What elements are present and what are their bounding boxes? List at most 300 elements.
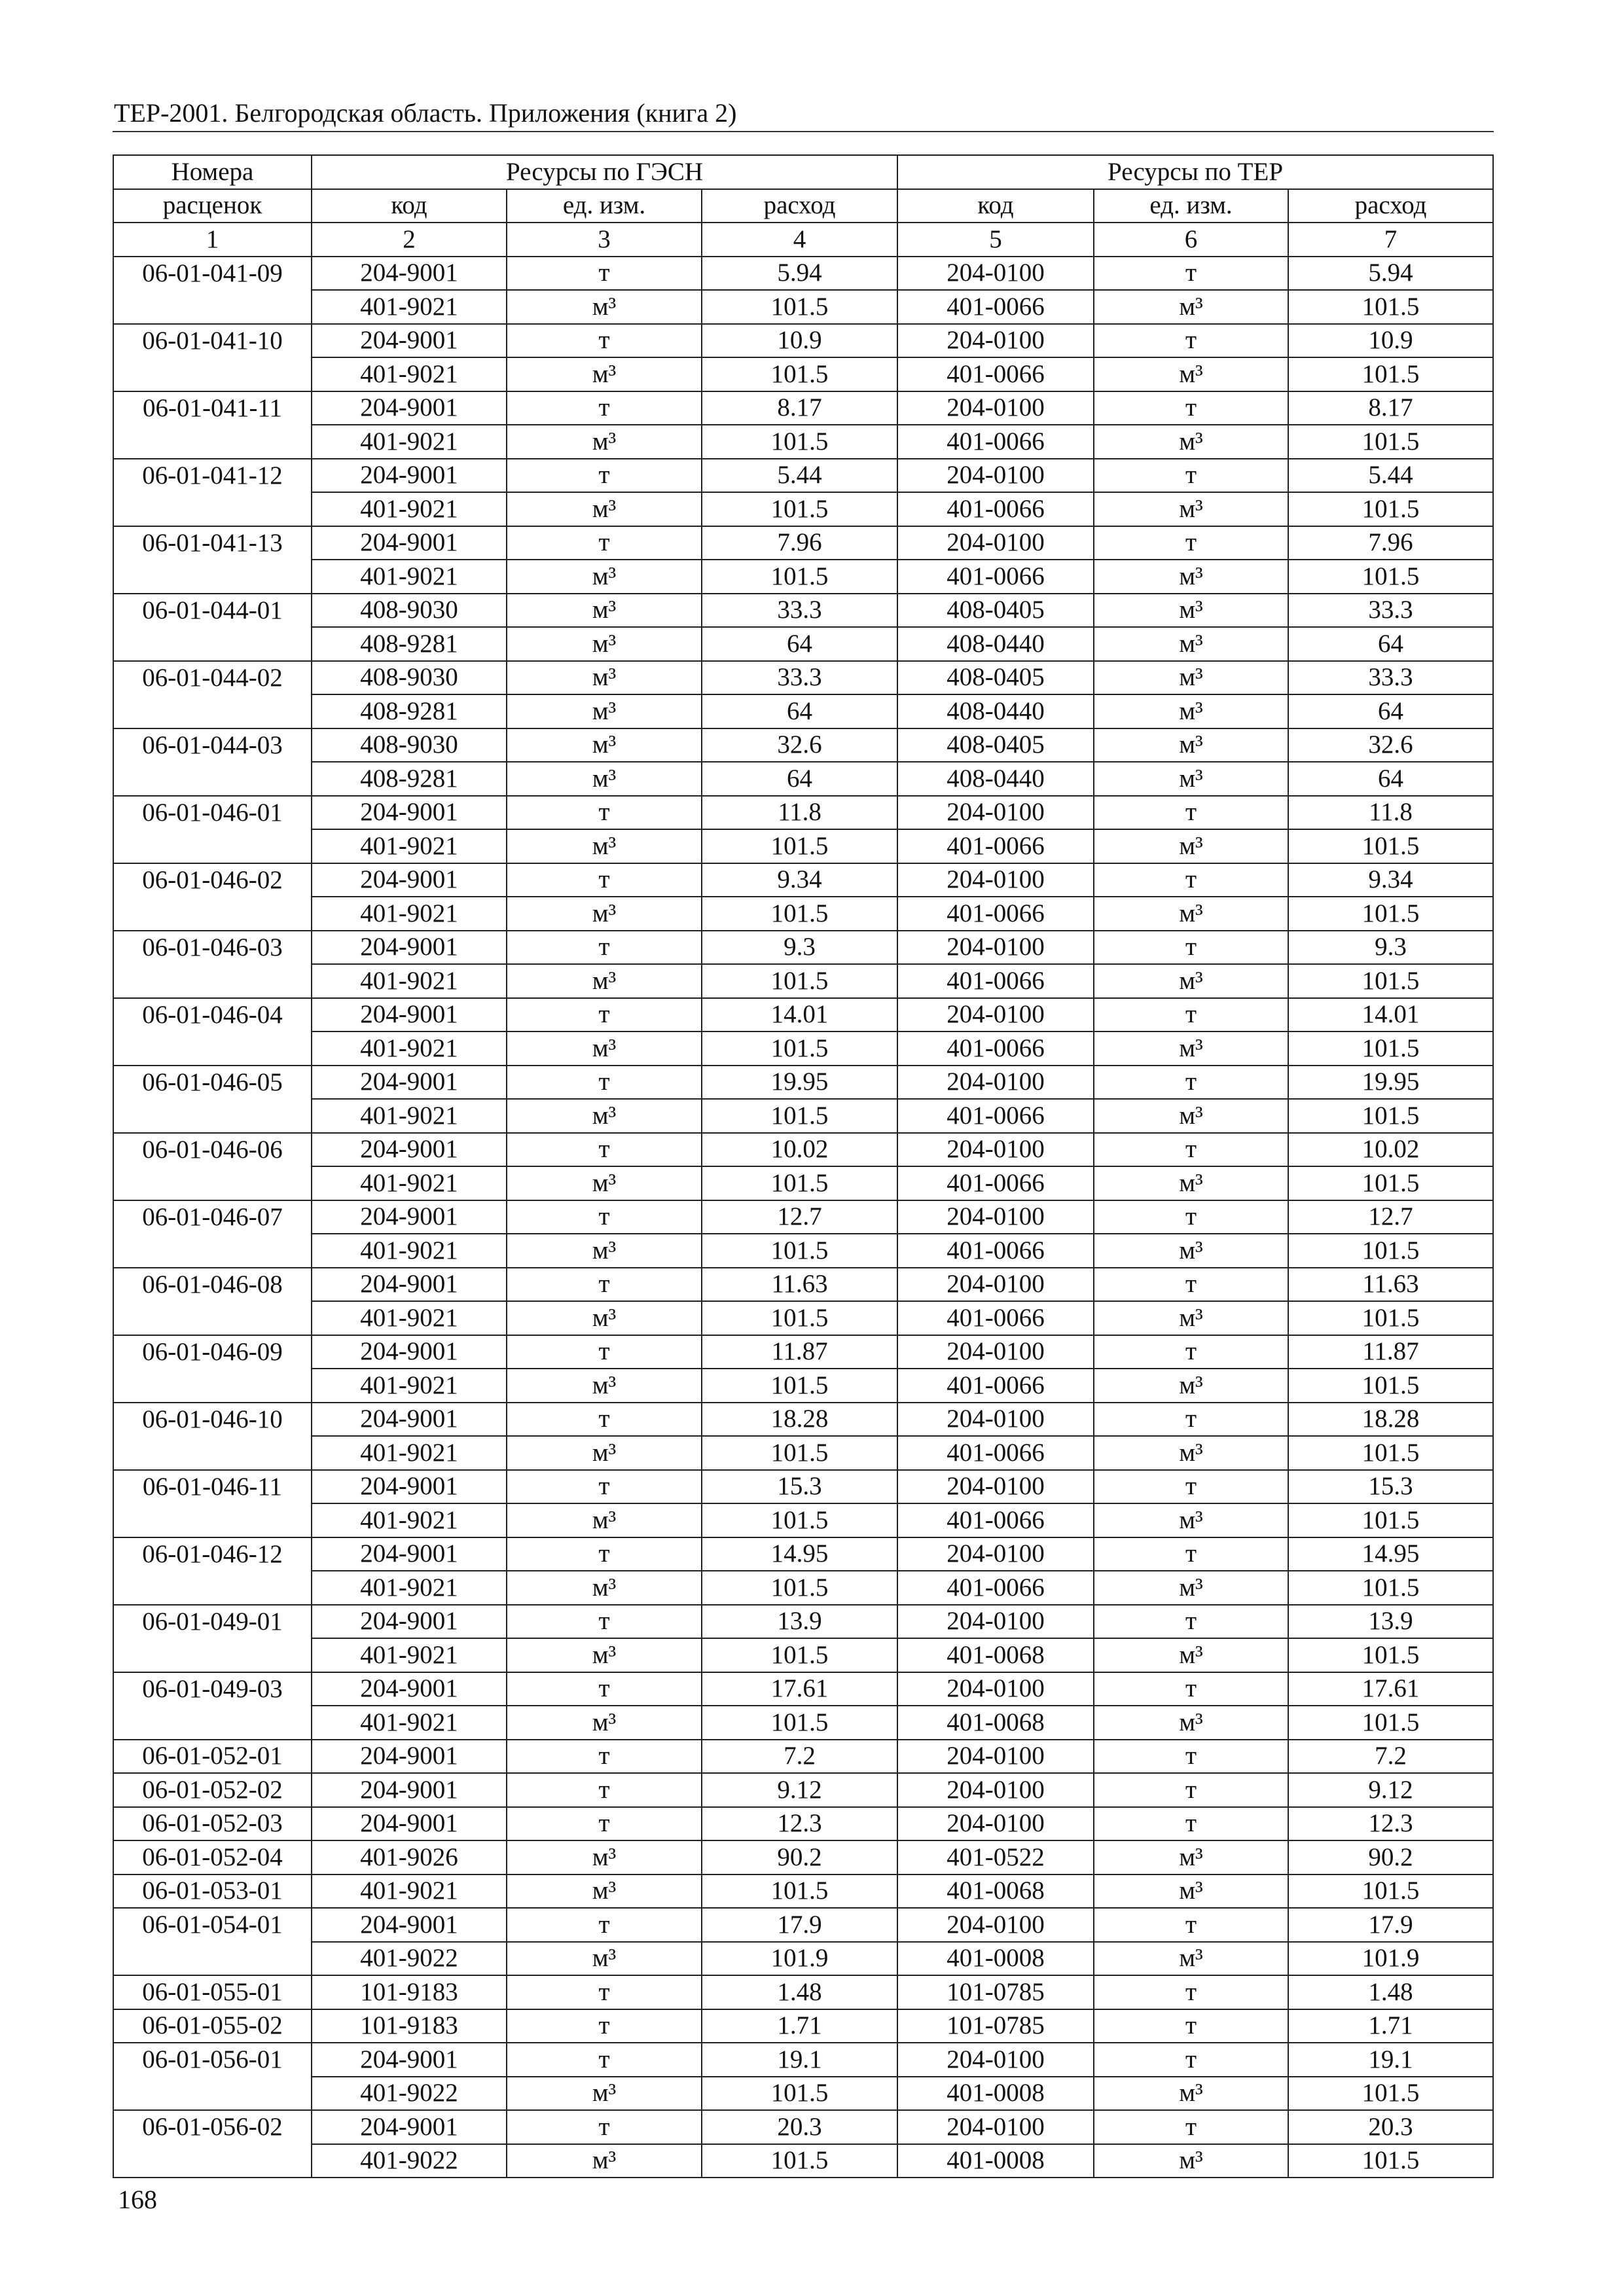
gesn-unit-cell: т (507, 998, 702, 1032)
gesn-code-cell: 401-9021 (312, 1234, 507, 1268)
ter-code-cell: 401-0068 (897, 1638, 1094, 1672)
table-row (113, 829, 1493, 863)
gesn-code-cell: 204-9001 (312, 1807, 507, 1841)
gesn-unit-cell: м³ (507, 1031, 702, 1066)
gesn-amount-cell: 101.5 (702, 1638, 897, 1672)
table-row (113, 1773, 1493, 1807)
gesn-unit-cell: т (507, 257, 702, 291)
ter-unit-cell: т (1094, 459, 1288, 493)
ter-amount-cell: 101.5 (1288, 829, 1493, 863)
gesn-unit-cell: т (507, 931, 702, 965)
gesn-code-cell: 204-9001 (312, 1537, 507, 1571)
ter-code-cell: 204-0100 (897, 1133, 1094, 1167)
table-row (113, 863, 1493, 897)
gesn-code-cell: 401-9022 (312, 2144, 507, 2178)
ter-amount-cell: 19.95 (1288, 1066, 1493, 1100)
table-row (113, 728, 1493, 762)
ter-amount-cell: 14.95 (1288, 1537, 1493, 1571)
column-index: 5 (897, 223, 1094, 257)
ter-amount-cell: 1.71 (1288, 2009, 1493, 2043)
rate-number-cell: 06-01-041-10 (113, 324, 312, 358)
rate-number-cell: 06-01-049-01 (113, 1605, 312, 1639)
gesn-amount-cell: 1.71 (702, 2009, 897, 2043)
rate-number-cell: 06-01-052-04 (113, 1840, 312, 1874)
rate-number-cell (113, 627, 312, 661)
ter-unit-cell: м³ (1094, 425, 1288, 459)
ter-code-cell: 204-0100 (897, 1335, 1094, 1369)
column-index: 3 (507, 223, 702, 257)
gesn-code-cell: 401-9022 (312, 1942, 507, 1976)
ter-unit-cell: м³ (1094, 594, 1288, 628)
table-row (113, 661, 1493, 695)
table-row (113, 324, 1493, 358)
ter-unit-cell: т (1094, 1807, 1288, 1841)
gesn-unit-cell: т (507, 1740, 702, 1774)
gesn-code-cell: 101-9183 (312, 1975, 507, 2009)
ter-code-cell: 401-0008 (897, 2077, 1094, 2111)
gesn-code-cell: 204-9001 (312, 1470, 507, 1504)
ter-amount-cell: 101.5 (1288, 425, 1493, 459)
gesn-amount-cell: 101.5 (702, 1031, 897, 1066)
ter-unit-cell: т (1094, 1133, 1288, 1167)
ter-code-cell: 401-0066 (897, 1099, 1094, 1133)
ter-amount-cell: 8.17 (1288, 391, 1493, 425)
table-row (113, 594, 1493, 628)
ter-unit-cell: т (1094, 1537, 1288, 1571)
table-row (113, 1200, 1493, 1234)
ter-amount-cell: 33.3 (1288, 661, 1493, 695)
gesn-unit-cell: т (507, 1470, 702, 1504)
gesn-amount-cell: 33.3 (702, 594, 897, 628)
table-row (113, 897, 1493, 931)
ter-unit-cell: м³ (1094, 829, 1288, 863)
gesn-code-cell: 401-9021 (312, 964, 507, 998)
gesn-amount-cell: 11.87 (702, 1335, 897, 1369)
ter-code-cell: 401-0066 (897, 1234, 1094, 1268)
gesn-unit-cell: м³ (507, 2077, 702, 2111)
gesn-code-cell: 204-9001 (312, 2110, 507, 2144)
gesn-unit-cell: м³ (507, 594, 702, 628)
gesn-unit-cell: т (507, 1773, 702, 1807)
gesn-code-cell: 204-9001 (312, 1740, 507, 1774)
table-row (113, 492, 1493, 526)
table-row (113, 964, 1493, 998)
ter-code-cell: 204-0100 (897, 257, 1094, 291)
table-row (113, 2009, 1493, 2043)
gesn-amount-cell: 101.9 (702, 1942, 897, 1976)
gesn-amount-cell: 20.3 (702, 2110, 897, 2144)
ter-amount-cell: 101.5 (1288, 1571, 1493, 1605)
rate-number-cell (113, 829, 312, 863)
ter-code-cell: 204-0100 (897, 459, 1094, 493)
ter-code-cell: 408-0405 (897, 661, 1094, 695)
gesn-code-cell: 204-9001 (312, 1773, 507, 1807)
ter-amount-cell: 5.44 (1288, 459, 1493, 493)
gesn-unit-cell: м³ (507, 1436, 702, 1470)
gesn-unit-cell: т (507, 1672, 702, 1706)
gesn-amount-cell: 101.5 (702, 1234, 897, 1268)
gesn-code-cell: 408-9030 (312, 594, 507, 628)
rate-number-cell (113, 492, 312, 526)
gesn-amount-cell: 12.7 (702, 1200, 897, 1234)
rate-number-cell: 06-01-049-03 (113, 1672, 312, 1706)
ter-amount-cell: 101.5 (1288, 1166, 1493, 1200)
ter-code-cell: 204-0100 (897, 2043, 1094, 2077)
ter-amount-cell: 10.02 (1288, 1133, 1493, 1167)
ter-code-cell: 401-0066 (897, 492, 1094, 526)
gesn-amount-cell: 90.2 (702, 1840, 897, 1874)
ter-code-cell: 204-0100 (897, 1537, 1094, 1571)
ter-unit-cell: т (1094, 931, 1288, 965)
rate-number-cell (113, 1942, 312, 1976)
gesn-amount-cell: 101.5 (702, 2077, 897, 2111)
ter-code-cell: 204-0100 (897, 998, 1094, 1032)
table-row (113, 1537, 1493, 1571)
ter-amount-cell: 7.2 (1288, 1740, 1493, 1774)
ter-amount-cell: 7.96 (1288, 526, 1493, 560)
table-row (113, 1436, 1493, 1470)
gesn-unit-cell: м³ (507, 1301, 702, 1335)
table-row (113, 2043, 1493, 2077)
gesn-amount-cell: 101.5 (702, 290, 897, 324)
gesn-amount-cell: 8.17 (702, 391, 897, 425)
gesn-unit-cell: т (507, 391, 702, 425)
ter-amount-cell: 18.28 (1288, 1403, 1493, 1437)
ter-unit-cell: м³ (1094, 1099, 1288, 1133)
ter-code-cell: 401-0066 (897, 1031, 1094, 1066)
gesn-unit-cell: м³ (507, 1571, 702, 1605)
gesn-code-cell: 101-9183 (312, 2009, 507, 2043)
gesn-unit-cell: т (507, 324, 702, 358)
gesn-code-cell: 204-9001 (312, 1200, 507, 1234)
gesn-code-cell: 401-9021 (312, 1436, 507, 1470)
ter-unit-cell: м³ (1094, 2144, 1288, 2178)
ter-code-cell: 204-0100 (897, 526, 1094, 560)
table-row (113, 998, 1493, 1032)
column-index: 6 (1094, 223, 1288, 257)
ter-unit-cell: м³ (1094, 897, 1288, 931)
ter-amount-cell: 101.5 (1288, 492, 1493, 526)
rate-number-cell: 06-01-046-12 (113, 1537, 312, 1571)
ter-code-cell: 204-0100 (897, 1403, 1094, 1437)
gesn-unit-cell: м³ (507, 964, 702, 998)
ter-unit-cell: т (1094, 863, 1288, 897)
ter-amount-cell: 101.5 (1288, 1706, 1493, 1740)
rate-number-cell: 06-01-046-05 (113, 1066, 312, 1100)
gesn-unit-cell: м³ (507, 425, 702, 459)
rate-number-cell: 06-01-044-03 (113, 728, 312, 762)
gesn-unit-cell: м³ (507, 694, 702, 728)
gesn-amount-cell: 5.94 (702, 257, 897, 291)
rate-number-cell: 06-01-046-02 (113, 863, 312, 897)
column-header-gesn-unit: ед. изм. (507, 189, 702, 223)
gesn-amount-cell: 14.01 (702, 998, 897, 1032)
gesn-unit-cell: м³ (507, 627, 702, 661)
column-header-gesn-amount: расход (702, 189, 897, 223)
ter-unit-cell: м³ (1094, 1234, 1288, 1268)
table-row (113, 1335, 1493, 1369)
gesn-amount-cell: 101.5 (702, 964, 897, 998)
rate-number-cell (113, 357, 312, 391)
gesn-amount-cell: 11.63 (702, 1268, 897, 1302)
gesn-code-cell: 408-9281 (312, 627, 507, 661)
rate-number-cell (113, 1436, 312, 1470)
ter-unit-cell: т (1094, 796, 1288, 830)
gesn-unit-cell: м³ (507, 829, 702, 863)
ter-unit-cell: т (1094, 526, 1288, 560)
gesn-code-cell: 204-9001 (312, 1908, 507, 1942)
ter-unit-cell: т (1094, 2043, 1288, 2077)
table-row (113, 1166, 1493, 1200)
ter-code-cell: 204-0100 (897, 863, 1094, 897)
table-row (113, 1740, 1493, 1774)
column-index: 2 (312, 223, 507, 257)
gesn-code-cell: 204-9001 (312, 1672, 507, 1706)
rate-number-cell: 06-01-055-01 (113, 1975, 312, 2009)
page-number: 168 (118, 2185, 157, 2214)
gesn-code-cell: 408-9030 (312, 661, 507, 695)
column-header-ter-unit: ед. изм. (1094, 189, 1288, 223)
gesn-code-cell: 401-9021 (312, 829, 507, 863)
ter-unit-cell: м³ (1094, 1840, 1288, 1874)
resources-table (113, 154, 1494, 2178)
gesn-amount-cell: 64 (702, 762, 897, 796)
gesn-code-cell: 204-9001 (312, 257, 507, 291)
ter-unit-cell: м³ (1094, 661, 1288, 695)
ter-code-cell: 204-0100 (897, 1773, 1094, 1807)
gesn-code-cell: 401-9021 (312, 1874, 507, 1909)
ter-unit-cell: т (1094, 324, 1288, 358)
gesn-unit-cell: м³ (507, 1099, 702, 1133)
ter-amount-cell: 1.48 (1288, 1975, 1493, 2009)
gesn-amount-cell: 10.02 (702, 1133, 897, 1167)
ter-unit-cell: т (1094, 1605, 1288, 1639)
ter-amount-cell: 101.5 (1288, 357, 1493, 391)
gesn-code-cell: 204-9001 (312, 1403, 507, 1437)
table-row (113, 1234, 1493, 1268)
gesn-unit-cell: м³ (507, 357, 702, 391)
gesn-unit-cell: м³ (507, 1166, 702, 1200)
ter-amount-cell: 11.8 (1288, 796, 1493, 830)
table-row (113, 2110, 1493, 2144)
rate-number-cell: 06-01-046-06 (113, 1133, 312, 1167)
gesn-code-cell: 401-9021 (312, 1369, 507, 1403)
gesn-code-cell: 401-9022 (312, 2077, 507, 2111)
ter-code-cell: 401-0066 (897, 1301, 1094, 1335)
table-row (113, 796, 1493, 830)
column-header-ter-amount: расход (1288, 189, 1493, 223)
gesn-code-cell: 401-9021 (312, 1706, 507, 1740)
gesn-unit-cell: м³ (507, 1840, 702, 1874)
gesn-amount-cell: 12.3 (702, 1807, 897, 1841)
gesn-unit-cell: т (507, 1403, 702, 1437)
table-row (113, 694, 1493, 728)
ter-amount-cell: 11.87 (1288, 1335, 1493, 1369)
gesn-unit-cell: м³ (507, 1234, 702, 1268)
ter-unit-cell: м³ (1094, 1503, 1288, 1537)
ter-code-cell: 204-0100 (897, 324, 1094, 358)
gesn-code-cell: 204-9001 (312, 1066, 507, 1100)
gesn-amount-cell: 7.96 (702, 526, 897, 560)
ter-unit-cell: т (1094, 1740, 1288, 1774)
table-row (113, 1605, 1493, 1639)
ter-unit-cell: м³ (1094, 762, 1288, 796)
gesn-code-cell: 204-9001 (312, 459, 507, 493)
gesn-unit-cell: м³ (507, 762, 702, 796)
gesn-unit-cell: т (507, 2009, 702, 2043)
ter-code-cell: 401-0008 (897, 2144, 1094, 2178)
gesn-code-cell: 401-9021 (312, 290, 507, 324)
table-row (113, 1942, 1493, 1976)
ter-unit-cell: т (1094, 1773, 1288, 1807)
gesn-amount-cell: 101.5 (702, 425, 897, 459)
rate-number-cell: 06-01-046-10 (113, 1403, 312, 1437)
rate-number-cell (113, 560, 312, 594)
rate-number-cell: 06-01-041-13 (113, 526, 312, 560)
group-header-ter: Ресурсы по ТЕР (897, 155, 1493, 189)
rate-number-cell (113, 2077, 312, 2111)
ter-amount-cell: 32.6 (1288, 728, 1493, 762)
rate-number-cell: 06-01-046-03 (113, 931, 312, 965)
ter-amount-cell: 101.5 (1288, 897, 1493, 931)
ter-code-cell: 204-0100 (897, 1807, 1094, 1841)
gesn-code-cell: 204-9001 (312, 324, 507, 358)
ter-code-cell: 408-0405 (897, 728, 1094, 762)
ter-code-cell: 204-0100 (897, 1605, 1094, 1639)
ter-unit-cell: м³ (1094, 694, 1288, 728)
gesn-unit-cell: т (507, 459, 702, 493)
rate-number-cell (113, 1234, 312, 1268)
ter-unit-cell: м³ (1094, 1301, 1288, 1335)
ter-code-cell: 401-0066 (897, 1503, 1094, 1537)
gesn-code-cell: 204-9001 (312, 1133, 507, 1167)
ter-code-cell: 401-0066 (897, 425, 1094, 459)
gesn-unit-cell: т (507, 1200, 702, 1234)
ter-amount-cell: 9.3 (1288, 931, 1493, 965)
gesn-code-cell: 204-9001 (312, 526, 507, 560)
rate-number-cell (113, 1031, 312, 1066)
ter-code-cell: 204-0100 (897, 1200, 1094, 1234)
column-index: 1 (113, 223, 312, 257)
ter-amount-cell: 101.5 (1288, 964, 1493, 998)
gesn-amount-cell: 101.5 (702, 1706, 897, 1740)
table-row (113, 1874, 1493, 1909)
rate-number-cell (113, 1369, 312, 1403)
ter-amount-cell: 11.63 (1288, 1268, 1493, 1302)
gesn-unit-cell: м³ (507, 1503, 702, 1537)
ter-code-cell: 204-0100 (897, 796, 1094, 830)
ter-amount-cell: 14.01 (1288, 998, 1493, 1032)
ter-code-cell: 204-0100 (897, 1066, 1094, 1100)
ter-code-cell: 204-0100 (897, 1470, 1094, 1504)
gesn-unit-cell: м³ (507, 1369, 702, 1403)
gesn-code-cell: 408-9030 (312, 728, 507, 762)
table-row (113, 425, 1493, 459)
ter-amount-cell: 33.3 (1288, 594, 1493, 628)
ter-amount-cell: 13.9 (1288, 1605, 1493, 1639)
ter-unit-cell: м³ (1094, 1166, 1288, 1200)
gesn-unit-cell: т (507, 526, 702, 560)
gesn-unit-cell: м³ (507, 290, 702, 324)
gesn-amount-cell: 101.5 (702, 897, 897, 931)
gesn-amount-cell: 101.5 (702, 829, 897, 863)
rate-number-cell: 06-01-041-09 (113, 257, 312, 291)
rate-number-cell: 06-01-044-01 (113, 594, 312, 628)
table-row (113, 1369, 1493, 1403)
gesn-code-cell: 401-9021 (312, 897, 507, 931)
gesn-code-cell: 204-9001 (312, 863, 507, 897)
ter-amount-cell: 101.5 (1288, 2077, 1493, 2111)
table-row (113, 1672, 1493, 1706)
ter-code-cell: 401-0066 (897, 560, 1094, 594)
ter-amount-cell: 101.5 (1288, 1234, 1493, 1268)
gesn-unit-cell: м³ (507, 728, 702, 762)
gesn-amount-cell: 64 (702, 694, 897, 728)
gesn-unit-cell: м³ (507, 560, 702, 594)
gesn-unit-cell: т (507, 2043, 702, 2077)
ter-unit-cell: м³ (1094, 964, 1288, 998)
gesn-amount-cell: 101.5 (702, 1166, 897, 1200)
gesn-unit-cell: т (507, 1605, 702, 1639)
table-header-row (113, 155, 1493, 189)
ter-amount-cell: 90.2 (1288, 1840, 1493, 1874)
ter-code-cell: 408-0405 (897, 594, 1094, 628)
ter-code-cell: 204-0100 (897, 1672, 1094, 1706)
table-row (113, 1403, 1493, 1437)
table-row (113, 1301, 1493, 1335)
ter-amount-cell: 12.3 (1288, 1807, 1493, 1841)
ter-unit-cell: т (1094, 1335, 1288, 1369)
table-row (113, 1470, 1493, 1504)
gesn-code-cell: 204-9001 (312, 1335, 507, 1369)
gesn-amount-cell: 17.61 (702, 1672, 897, 1706)
rate-number-cell: 06-01-054-01 (113, 1908, 312, 1942)
rate-number-cell: 06-01-052-02 (113, 1773, 312, 1807)
gesn-unit-cell: м³ (507, 2144, 702, 2178)
column-header-ter-code: код (897, 189, 1094, 223)
gesn-code-cell: 408-9281 (312, 694, 507, 728)
ter-unit-cell: т (1094, 1672, 1288, 1706)
gesn-amount-cell: 19.95 (702, 1066, 897, 1100)
ter-amount-cell: 101.9 (1288, 1942, 1493, 1976)
rate-number-cell: 06-01-053-01 (113, 1874, 312, 1909)
ter-code-cell: 408-0440 (897, 694, 1094, 728)
rate-number-cell: 06-01-041-11 (113, 391, 312, 425)
gesn-unit-cell: т (507, 1537, 702, 1571)
ter-code-cell: 204-0100 (897, 2110, 1094, 2144)
ter-unit-cell: м³ (1094, 2077, 1288, 2111)
table-row (113, 526, 1493, 560)
ter-amount-cell: 17.61 (1288, 1672, 1493, 1706)
ter-code-cell: 204-0100 (897, 1908, 1094, 1942)
gesn-unit-cell: т (507, 1335, 702, 1369)
gesn-code-cell: 401-9026 (312, 1840, 507, 1874)
ter-code-cell: 401-0066 (897, 357, 1094, 391)
ter-unit-cell: м³ (1094, 492, 1288, 526)
rate-number-cell: 06-01-052-01 (113, 1740, 312, 1774)
ter-unit-cell: т (1094, 1908, 1288, 1942)
gesn-code-cell: 204-9001 (312, 2043, 507, 2077)
rate-number-cell (113, 1503, 312, 1537)
rate-number-cell: 06-01-046-11 (113, 1470, 312, 1504)
rate-number-cell (113, 1099, 312, 1133)
ter-unit-cell: м³ (1094, 1031, 1288, 1066)
ter-unit-cell: м³ (1094, 560, 1288, 594)
ter-unit-cell: м³ (1094, 290, 1288, 324)
rate-number-cell: 06-01-046-08 (113, 1268, 312, 1302)
gesn-code-cell: 401-9021 (312, 357, 507, 391)
gesn-amount-cell: 9.12 (702, 1773, 897, 1807)
